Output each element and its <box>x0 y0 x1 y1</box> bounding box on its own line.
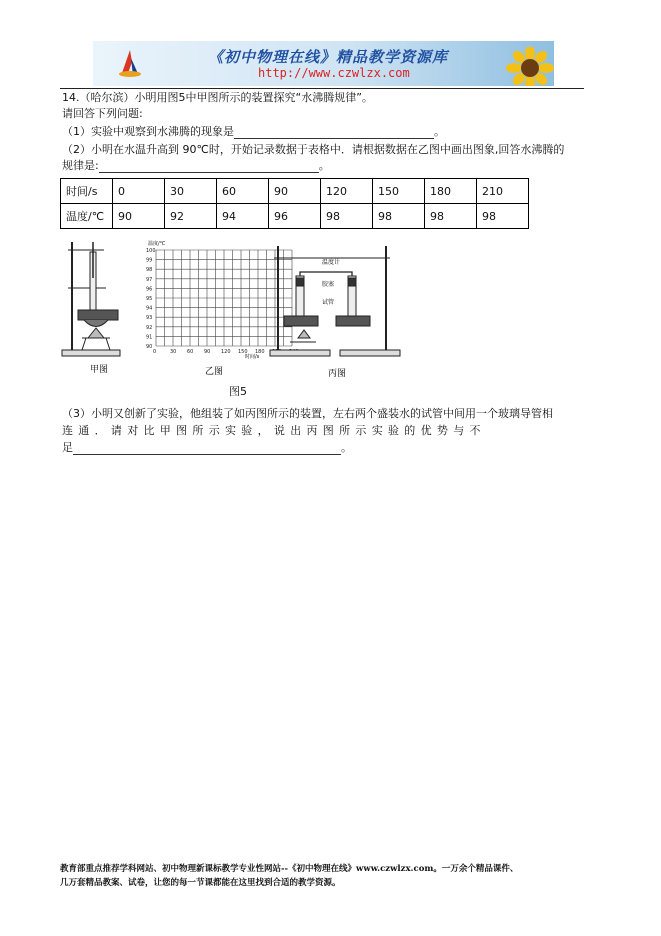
apparatus-jia <box>62 242 120 356</box>
table-cell: 98 <box>477 204 529 229</box>
table-cell: 120 <box>321 179 373 204</box>
q1-answer-blank[interactable] <box>234 138 434 139</box>
x-tick-label: 60 <box>187 349 194 355</box>
y-tick-label: 98 <box>146 267 153 274</box>
x-tick-label: 0 <box>153 349 157 355</box>
bing-label-tube: 试管 <box>322 299 335 306</box>
table-cell: 30 <box>165 179 217 204</box>
question-3-line2: 连通．请对比甲图所示实验，说出丙图所示实验的优势与不 <box>62 424 486 437</box>
question-stem: 14.（哈尔滨）小明用图5中甲图所示的装置探究“水沸腾规律”。 <box>62 91 373 104</box>
y-tick-label: 92 <box>146 324 153 331</box>
x-tick-label: 120 <box>221 349 231 355</box>
header-rule <box>60 88 584 89</box>
graph-ylabel: 温度/℃ <box>148 241 166 247</box>
question-1 <box>62 125 445 139</box>
x-tick-label: 90 <box>204 349 211 355</box>
question-2-line2 <box>62 159 330 173</box>
table-cell: 96 <box>269 204 321 229</box>
y-tick-label: 95 <box>146 296 153 302</box>
table-cell: 92 <box>165 204 217 229</box>
q3-end: 。 <box>341 441 352 454</box>
y-tick-label: 100 <box>146 248 156 254</box>
table-cell: 180 <box>425 179 477 204</box>
figure-5 <box>60 238 410 378</box>
row-label-time: 时间/s <box>61 179 113 204</box>
label-bing: 丙图 <box>328 369 347 378</box>
label-jia: 甲图 <box>90 365 109 375</box>
q2-text: 规律是: <box>62 159 99 172</box>
bing-label-thermometer: 温度计 <box>322 259 341 266</box>
table-cell: 150 <box>373 179 425 204</box>
x-tick-label: 30 <box>170 349 177 355</box>
y-tick-label: 96 <box>146 286 153 293</box>
sunflower-icon <box>500 47 554 86</box>
data-table <box>60 178 529 229</box>
row-label-temp: 温度/℃ <box>61 204 113 229</box>
table-cell: 60 <box>217 179 269 204</box>
footer-line-1: 教育部重点推荐学科网站、初中物理新课标教学专业性网站--《初中物理在线》www.czwlzx.com。一万余个精品课件、 <box>60 864 519 874</box>
q3-answer-blank[interactable] <box>73 454 341 455</box>
banner-title: 《初中物理在线》精品教学资源库 <box>208 48 449 66</box>
y-tick-label: 97 <box>146 276 153 283</box>
table-cell: 0 <box>113 179 165 204</box>
table-cell: 210 <box>477 179 529 204</box>
table-row-temp <box>61 204 529 229</box>
q3-text: 足 <box>62 441 73 454</box>
q2-answer-blank[interactable] <box>99 172 319 173</box>
x-tick-label: 150 <box>238 349 248 355</box>
y-tick-label: 99 <box>146 257 153 264</box>
header-banner <box>93 41 554 86</box>
question-2-text: （2）小明在水温升高到 90℃时，开始记录数据于表格中．请根据数据在乙图中画出图象,回答水沸腾的 <box>62 143 565 156</box>
table-row-time <box>61 179 529 204</box>
page-footer <box>60 862 518 890</box>
table-cell: 98 <box>373 204 425 229</box>
table-cell: 90 <box>269 179 321 204</box>
question-prompt: 请回答下列问题: <box>62 107 143 120</box>
label-yi: 乙图 <box>205 367 224 377</box>
y-tick-label: 93 <box>146 315 153 322</box>
figure-caption: 图5 <box>229 385 247 398</box>
y-tick-label: 90 <box>146 344 153 350</box>
q2-end: 。 <box>318 159 330 172</box>
site-logo-icon <box>117 48 143 78</box>
bing-label-stopper: 胶塞 <box>322 281 335 288</box>
table-cell: 94 <box>217 204 269 229</box>
footer-line-2: 几万套精品教案、试卷，让您的每一节课都能在这里找到合适的教学资源。 <box>60 878 341 888</box>
table-cell: 98 <box>425 204 477 229</box>
question-3-line3 <box>62 441 352 455</box>
table-cell: 90 <box>113 204 165 229</box>
y-tick-label: 91 <box>146 334 153 341</box>
banner-url: http://www.czwlzx.com <box>258 66 410 80</box>
x-tick-label: 180 <box>255 349 265 355</box>
q1-text: （1）实验中观察到水沸腾的现象是 <box>62 125 234 138</box>
q1-end: 。 <box>434 125 445 138</box>
question-3-line1: （3）小明又创新了实验，他组装了如丙图所示的装置，左右两个盛装水的试管中间用一个玻璃导管相 <box>62 407 553 420</box>
graph-xlabel: 时间/s <box>245 354 260 360</box>
table-cell: 98 <box>321 204 373 229</box>
y-tick-label: 94 <box>146 305 153 312</box>
